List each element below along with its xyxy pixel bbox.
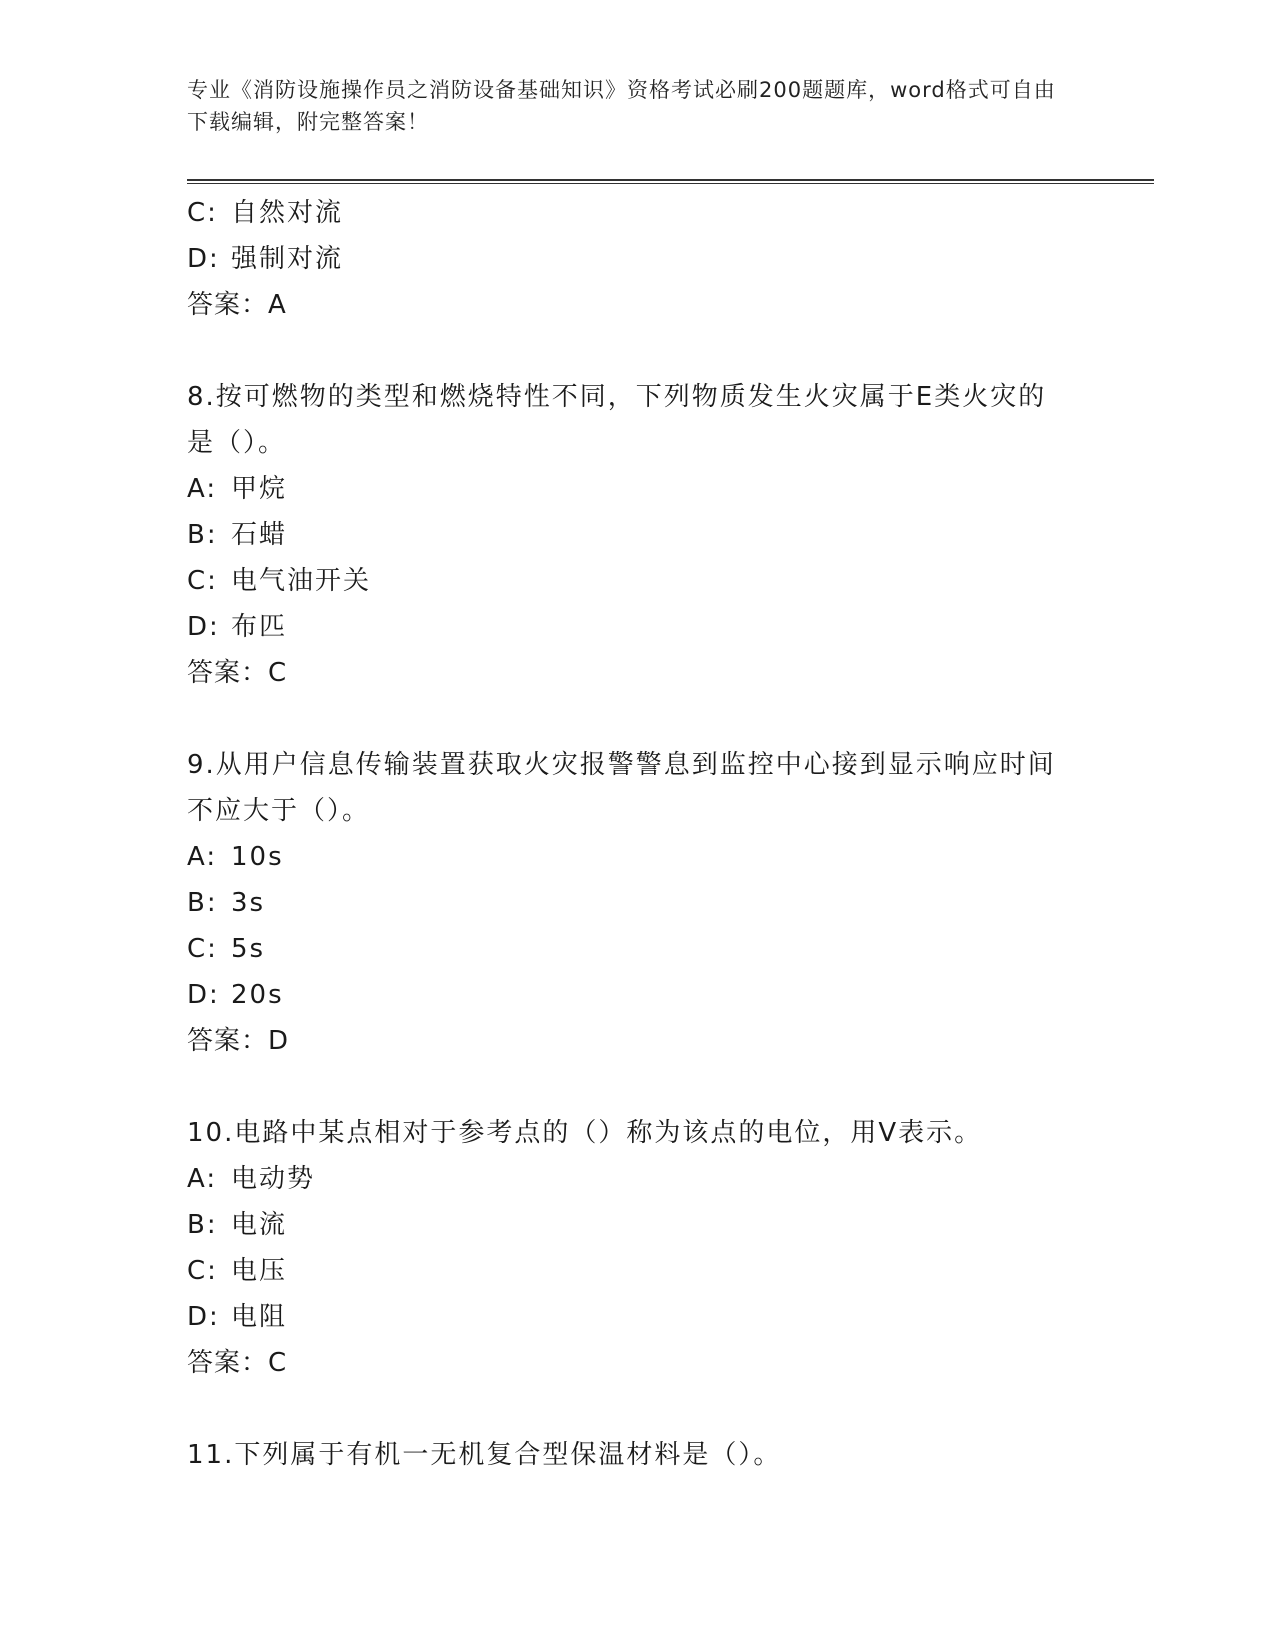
option-letter: C: [187,934,218,964]
option-a [187,834,1067,880]
option-a [187,1156,1067,1202]
answer-line: 答案：A [187,290,287,320]
option-letter: D: [187,244,220,274]
option-text: 电流 [231,1210,288,1240]
option-d [187,972,1067,1018]
option-c [187,1248,1067,1294]
option-letter: B: [187,1210,218,1240]
spacer [187,1064,1067,1110]
header-divider-thin [187,183,1154,184]
option-c [187,926,1067,972]
option-letter: D: [187,980,220,1010]
question-list [187,190,1067,1478]
spacer [187,328,1067,374]
option-letter: B: [187,888,218,918]
option-a [187,466,1067,512]
answer-line: 答案：C [187,658,288,688]
option-text: 电气油开关 [231,566,372,596]
question-stem: 11.下列属于有机一无机复合型保温材料是（）。 [187,1440,782,1470]
option-letter: B: [187,520,218,550]
option-letter: D: [187,1302,220,1332]
option-letter: C: [187,566,218,596]
spacer [187,1386,1067,1432]
option-d [187,1294,1067,1340]
option-letter: C: [187,198,218,228]
spacer [187,696,1067,742]
option-text: 强制对流 [231,244,344,274]
question-stem: 8.按可燃物的类型和燃烧特性不同，下列物质发生火灾属于E类火灾的是（）。 [187,382,1047,458]
option-text: 石蜡 [231,520,288,550]
answer-line: 答案：D [187,1026,290,1056]
option-b [187,512,1067,558]
option-letter: A: [187,842,218,872]
option-letter: A: [187,474,218,504]
option-text: 电阻 [231,1302,288,1332]
option-text: 3s [231,888,266,918]
option-d [187,236,1067,282]
option-text: 电动势 [231,1164,316,1194]
document-header: 专业《消防设施操作员之消防设备基础知识》资格考试必刷200题题库，word格式可自由下载编辑，附完整答案！ [187,78,1056,134]
question-stem: 10.电路中某点相对于参考点的（）称为该点的电位，用V表示。 [187,1118,983,1148]
option-text: 20s [231,980,284,1010]
question-stem: 9.从用户信息传输装置获取火灾报警警息到监控中心接到显示响应时间不应大于（）。 [187,750,1056,826]
option-d [187,604,1067,650]
option-text: 甲烷 [231,474,288,504]
option-letter: D: [187,612,220,642]
option-text: 电压 [231,1256,288,1286]
option-text: 10s [231,842,284,872]
option-text: 自然对流 [231,198,344,228]
header-divider-thick [187,179,1154,181]
option-c [187,190,1067,236]
option-text: 5s [231,934,266,964]
option-b [187,1202,1067,1248]
option-b [187,880,1067,926]
option-text: 布匹 [231,612,288,642]
option-c [187,558,1067,604]
option-letter: A: [187,1164,218,1194]
option-letter: C: [187,1256,218,1286]
answer-line: 答案：C [187,1348,288,1378]
